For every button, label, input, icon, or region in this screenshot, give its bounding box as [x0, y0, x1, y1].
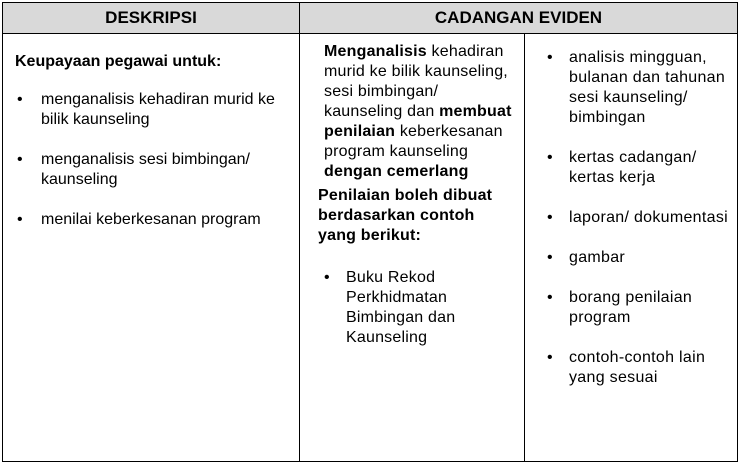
cadangan-paragraph	[322, 42, 516, 182]
eviden-cell	[525, 34, 738, 462]
eviden-item: • kertas cadangan/ kertas kerja	[545, 148, 729, 188]
eviden-item: • analisis mingguan, bulanan dan tahunan sesi kaunseling/ bimbingan	[545, 48, 729, 128]
deskripsi-list	[15, 90, 289, 230]
deskripsi-item: • menilai keberkesanan program	[15, 210, 289, 230]
header-row	[3, 3, 738, 34]
cadangan-bold-membuat-penilaian: membuat penilaian	[324, 103, 512, 140]
cadangan-text-kehadiran: kehadiran murid ke bilik kaunseling, sesi bimbingan/ kaunseling dan	[324, 43, 508, 120]
header-cadangan-eviden: CADANGAN EVIDEN	[300, 3, 738, 34]
content-row	[3, 34, 738, 462]
deskripsi-item: • menganalisis kehadiran murid ke bilik kaunseling	[15, 90, 289, 130]
eviden-list	[545, 48, 729, 388]
cadangan-text-keberkesanan: keberkesanan program kaunseling	[324, 123, 503, 160]
eviden-item: • laporan/ dokumentasi	[545, 208, 729, 228]
cadangan-cell	[300, 34, 525, 462]
evidence-table	[2, 2, 738, 462]
eviden-item: • contoh-contoh lain yang sesuai	[545, 348, 729, 388]
cadangan-list	[322, 268, 516, 348]
cadangan-bold-cemerlang: dengan cemerlang	[324, 163, 469, 180]
eviden-item: • gambar	[545, 248, 729, 268]
header-deskripsi: DESKRIPSI	[3, 3, 300, 34]
cadangan-bold-menganalisis: Menganalisis	[324, 43, 427, 60]
cadangan-penilaian-note: Penilaian boleh dibuat berdasarkan contoh yang berikut:	[318, 187, 493, 244]
cadangan-item: • Buku Rekod Perkhidmatan Bimbingan dan Kaunseling	[322, 268, 516, 348]
deskripsi-cell	[3, 34, 300, 462]
deskripsi-item: • menganalisis sesi bimbingan/ kaunseling	[15, 150, 289, 190]
eviden-item: • borang penilaian program	[545, 288, 729, 328]
deskripsi-intro: Keupayaan pegawai untuk:	[15, 53, 222, 70]
